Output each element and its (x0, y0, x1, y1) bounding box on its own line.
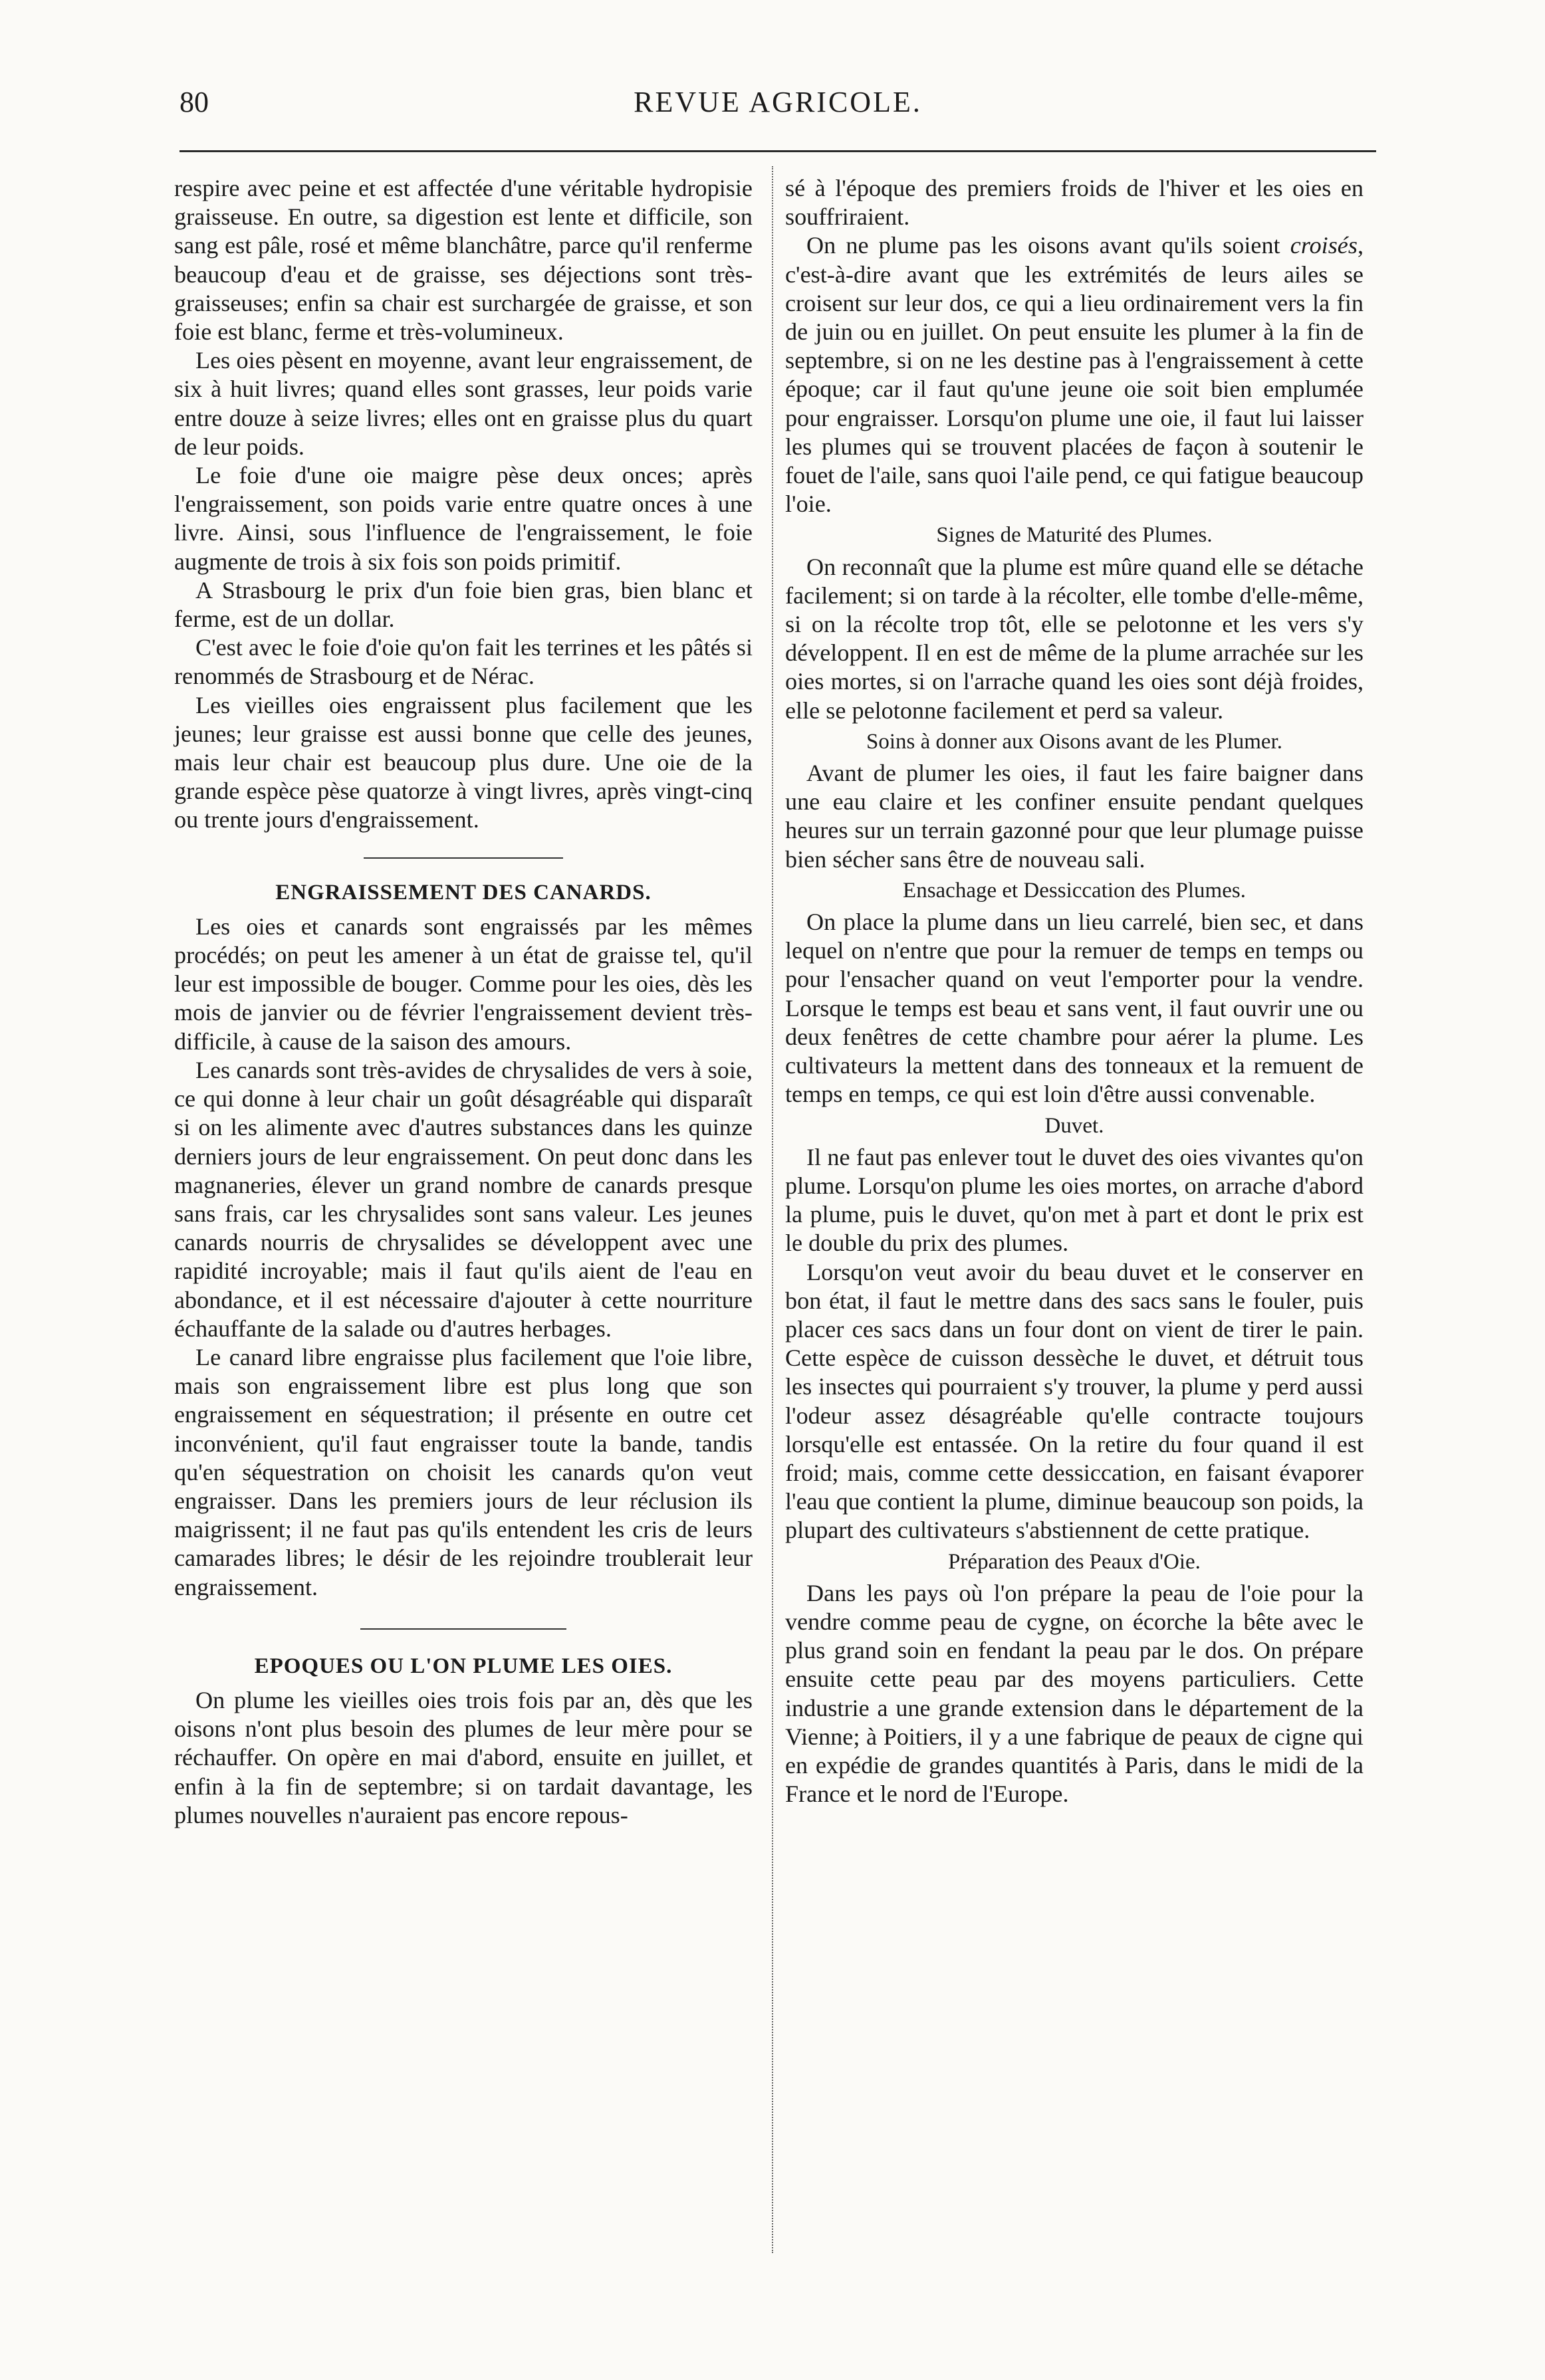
paragraph: A Strasbourg le prix d'un foie bien gras, bien blanc et ferme, est de un dollar. (174, 576, 753, 633)
left-column (174, 174, 753, 1830)
page-header (179, 85, 1376, 132)
paragraph: On reconnaît que la plume est mûre quand elle se détache facilement; si on tarde à la récolter, elle tombe d'elle-même, si on la récolte trop tôt, elle se pelotonne et les vers s'y développent. Il en est de même de la plume arrachée sur les oies mortes, si on l'arrache quand les oies sont déjà froides, elle se pelotonne facilement et perd sa valeur. (785, 553, 1364, 724)
paragraph: Il ne faut pas enlever tout le duvet des oies vivantes qu'on plume. Lorsqu'on plume les oies mortes, on arrache d'abord la plume, puis le duvet, qu'on met à part et dont le prix est le double du prix des plumes. (785, 1143, 1364, 1257)
page-number: 80 (179, 86, 209, 118)
section-heading: EPOQUES OU L'ON PLUME LES OIES. (254, 1654, 673, 1678)
paragraph: On plume les vieilles oies trois fois par an, dès que les oisons n'ont plus besoin des plumes de leur mère pour se réchauffer. On opère en mai d'abord, ensuite en juillet, et enfin à la fin de septembre; si on tardait davantage, les plumes nouvelles n'auraient pas encore repous- (174, 1686, 753, 1828)
paragraph: Avant de plumer les oies, il faut les faire baigner dans une eau claire et les confiner ensuite pendant quelques heures sur un terrain gazonné pour que leur plumage puisse bien sécher sans être de nouveau sali. (785, 760, 1364, 873)
paragraph: Les oies pèsent en moyenne, avant leur engraissement, de six à huit livres; quand elles sont grasses, leur poids varie entre douze à seize livres; elles ont en graisse plus du quart de leur poids. (174, 347, 753, 460)
section-separator (360, 1628, 566, 1630)
italic-term: croisés (1290, 232, 1358, 259)
paragraph: sé à l'époque des premiers froids de l'hiver et les oies en souffriraient. (785, 175, 1364, 231)
paragraph: Le foie d'une oie maigre pèse deux onces; après l'engraissement, son poids varie entre quatre onces à une livre. Ainsi, sous l'influence de l'engraissement, le foie augmente de trois à six fois son poids primitif. (174, 462, 753, 575)
column-divider (772, 166, 773, 2253)
text-run: , c'est-à-dire avant que les extrémités de leurs ailes se croisent sur leur dos, ce qui a lieu ordinairement vers la fin de juin ou en juillet. On peut ensuite les plumer à la fin de septembre, si on ne les destine pas à l'engraissement à cette époque; car il faut qu'une jeune oie soit bien emplumée pour engraisser. Lorsqu'on plume une oie, il faut lui laisser les plumes qui se trouvent placées de façon à soutenir le fouet de l'aile, sans quoi l'aile pend, ce qui fatigue beaucoup l'oie. (785, 232, 1364, 518)
section-separator (364, 857, 563, 859)
subsection-heading: Ensachage et Dessiccation des Plumes. (903, 878, 1246, 903)
subsection-heading: Signes de Maturité des Plumes. (936, 523, 1213, 548)
running-head: REVUE AGRICOLE. (634, 86, 922, 118)
right-column (785, 174, 1364, 1808)
paragraph: C'est avec le foie d'oie qu'on fait les terrines et les pâtés si renommés de Strasbourg et de Nérac. (174, 634, 753, 690)
header-rule (179, 150, 1376, 152)
text-run: On ne plume pas les oisons avant qu'ils soient (806, 232, 1290, 259)
paragraph: Les canards sont très-avides de chrysalides de vers à soie, ce qui donne à leur chair un goût désagréable qui disparaît si on les alimente avec d'autres substances dans les quinze derniers jours de leur engraissement. On peut donc dans les magnaneries, élever un grand nombre de canards presque sans frais, car les chrysalides sont sans valeur. Les jeunes canards nourris de chrysalides se développent avec une rapidité incroyable; mais il faut qu'ils aient de l'eau en abondance, et il est nécessaire d'ajouter à cette nourriture échauffante de la salade ou d'autres herbages. (174, 1056, 753, 1342)
subsection-heading: Préparation des Peaux d'Oie. (948, 1549, 1201, 1574)
paragraph: On place la plume dans un lieu carrelé, bien sec, et dans lequel on n'entre que pour la remuer de temps en temps ou pour l'ensacher quand on veut l'emporter pour la vendre. Lorsque le temps est beau et sans vent, il faut ouvrir une ou deux fenêtres de cette chambre pour aérer la plume. Les cultivateurs la mettent dans des tonneaux et la remuent de temps en temps, ce qui est loin d'être aussi convenable. (785, 909, 1364, 1108)
paragraph: Les oies et canards sont engraissés par les mêmes procédés; on peut les amener à un état de graisse tel, qu'il leur est impossible de bouger. Comme pour les oies, dès les mois de janvier ou de février l'engraissement devient très-difficile, à cause de la saison des amours. (174, 913, 753, 1055)
subsection-heading: Soins à donner aux Oisons avant de les Plumer. (866, 729, 1282, 754)
subsection-heading: Duvet. (1044, 1113, 1104, 1138)
paragraph: Lorsqu'on veut avoir du beau duvet et le conserver en bon état, il faut le mettre dans des sacs sans le fouler, puis placer ces sacs dans un four dont on vient de tirer le pain. Cette espèce de cuisson dessèche le duvet, et détruit tous les insectes qui pourraient s'y trouver, la plume y perd aussi l'odeur assez désagréable qu'elle contracte toujours lorsqu'elle est entassée. On la retire du four quand il est froid; mais, comme cette dessiccation, en faisant évaporer l'eau que contient la plume, diminue beaucoup son poids, la plupart des cultivateurs s'abstiennent de cette pratique. (785, 1258, 1364, 1544)
paragraph: Les vieilles oies engraissent plus facilement que les jeunes; leur graisse est aussi bonne que celle des jeunes, mais leur chair est beaucoup plus dure. Une oie de la grande espèce pèse quatorze à vingt livres, après vingt-cinq ou trente jours d'engraissement. (174, 691, 753, 833)
paragraph: Le canard libre engraisse plus facilement que l'oie libre, mais son engraissement libre est plus long que son engraissement en séquestration; il présente en outre cet inconvénient, qu'il faut engraisser toute la bande, tandis qu'en séquestration on choisit les canards qu'on veut engraisser. Dans les premiers jours de leur réclusion ils maigrissent; il ne faut pas qu'ils entendent les cris de leurs camarades libres; le désir de les rejoindre troublerait leur engraissement. (174, 1343, 753, 1600)
section-heading: ENGRAISSEMENT DES CANARDS. (275, 880, 652, 905)
paragraph: respire avec peine et est affectée d'une véritable hydropisie graisseuse. En outre, sa digestion est lente et difficile, son sang est pâle, rosé et même blanchâtre, parce qu'il renferme beaucoup d'eau et de graisse, ses déjections sont très-graisseuses; enfin sa chair est surchargée de graisse, et son foie est blanc, ferme et très-volumineux. (174, 175, 753, 346)
paragraph (785, 231, 1364, 518)
paragraph: Dans les pays où l'on prépare la peau de l'oie pour la vendre comme peau de cygne, on écorche la bête avec le plus grand soin en fendant la peau par le dos. On prépare ensuite cette peau par des moyens particuliers. Cette industrie a une grande extension dans le département de la Vienne; à Poitiers, il y a une fabrique de peaux de cigne qui en expédie de grandes quantités à Paris, dans le midi de la France et le nord de l'Europe. (785, 1579, 1364, 1808)
